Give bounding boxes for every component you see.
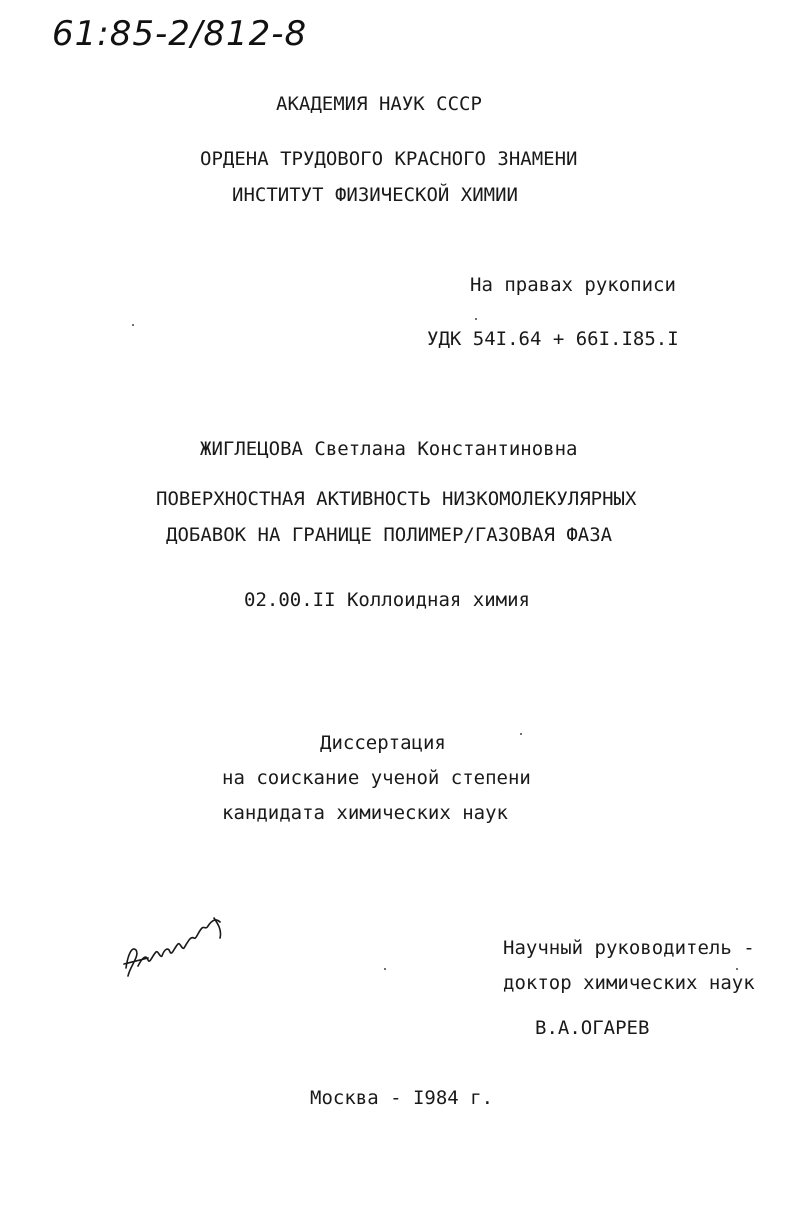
handwritten-signature: [118, 906, 238, 986]
institution-academy: АКАДЕМИЯ НАУК СССР: [276, 93, 482, 115]
dissertation-label: Диссертация: [320, 732, 446, 754]
handwritten-archive-code: 61:85-2/812-8: [52, 14, 308, 54]
paper-speck: [520, 733, 522, 735]
paper-speck: [736, 968, 738, 970]
supervisor-role: Научный руководитель -: [503, 937, 755, 959]
author-name: ЖИГЛЕЦОВА Светлана Константиновна: [200, 438, 578, 460]
udk-code: УДК 54I.64 + 66I.I85.I: [427, 328, 679, 350]
thesis-title-line-1: ПОВЕРХНОСТНАЯ АКТИВНОСТЬ НИЗКОМОЛЕКУЛЯРНЫХ: [156, 488, 637, 510]
manuscript-rights-note: На правах рукописи: [470, 274, 676, 296]
supervisor-name: В.А.ОГАРЕВ: [535, 1017, 650, 1039]
supervisor-degree: доктор химических наук: [503, 972, 755, 994]
institution-order: ОРДЕНА ТРУДОВОГО КРАСНОГО ЗНАМЕНИ: [200, 148, 578, 170]
specialty-code: 02.00.II Коллоидная химия: [244, 589, 530, 611]
degree-line-1: на соискание ученой степени: [222, 767, 531, 789]
degree-line-2: кандидата химических наук: [222, 802, 508, 824]
place-and-year: Москва - I984 г.: [310, 1087, 494, 1109]
thesis-title-line-2: ДОБАВОК НА ГРАНИЦЕ ПОЛИМЕР/ГАЗОВАЯ ФАЗА: [166, 524, 613, 546]
paper-speck: [475, 318, 477, 320]
institution-name: ИНСТИТУТ ФИЗИЧЕСКОЙ ХИМИИ: [232, 184, 518, 206]
paper-speck: [384, 968, 386, 970]
paper-speck: [132, 324, 134, 326]
